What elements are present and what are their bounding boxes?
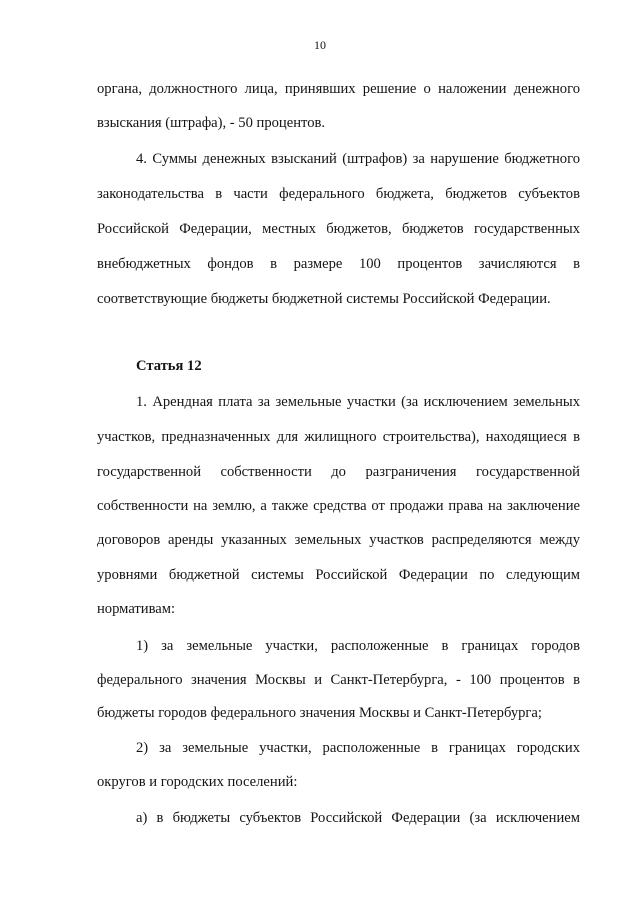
paragraph-line: взыскания (штрафа), - 50 процентов. [97,115,326,131]
paragraph-line: нормативам: [97,601,176,617]
paragraph-line: 1) за земельные участки, расположенные в границах городов [136,638,580,654]
paragraph-line: Российской Федерации, местных бюджетов, бюджетов государственных [97,221,580,237]
paragraph-line: а) в бюджеты субъектов Российской Федерации (за исключением [136,810,580,826]
paragraph-line: соответствующие бюджеты бюджетной системы Российской Федерации. [97,291,551,307]
paragraph-line: 1. Арендная плата за земельные участки (за исключением земельных [136,394,580,410]
paragraph-line: государственной собственности до разграничения государственной [97,464,580,480]
paragraph-line: уровнями бюджетной системы Российской Федерации по следующим [97,567,580,583]
article-heading: Статья 12 [136,358,202,374]
paragraph-line: бюджеты городов федерального значения Москвы и Санкт-Петербурга; [97,705,542,721]
paragraph-line: федерального значения Москвы и Санкт-Петербурга, - 100 процентов в [97,672,580,688]
paragraph-line: 4. Суммы денежных взысканий (штрафов) за нарушение бюджетного [136,151,580,167]
paragraph-line: органа, должностного лица, принявших решение о наложении денежного [97,81,580,97]
paragraph-line: законодательства в части федерального бюджета, бюджетов субъектов [97,186,580,202]
paragraph-line: внебюджетных фондов в размере 100 процентов зачисляются в [97,256,580,272]
page-number: 10 [314,38,326,52]
paragraph-line: договоров аренды указанных земельных участков распределяются между [97,532,580,548]
paragraph-line: участков, предназначенных для жилищного строительства), находящиеся в [97,429,580,445]
paragraph-line: 2) за земельные участки, расположенные в границах городских [136,740,580,756]
paragraph-line: округов и городских поселений: [97,774,298,790]
paragraph-line: собственности на землю, а также средства от продажи права на заключение [97,498,580,514]
